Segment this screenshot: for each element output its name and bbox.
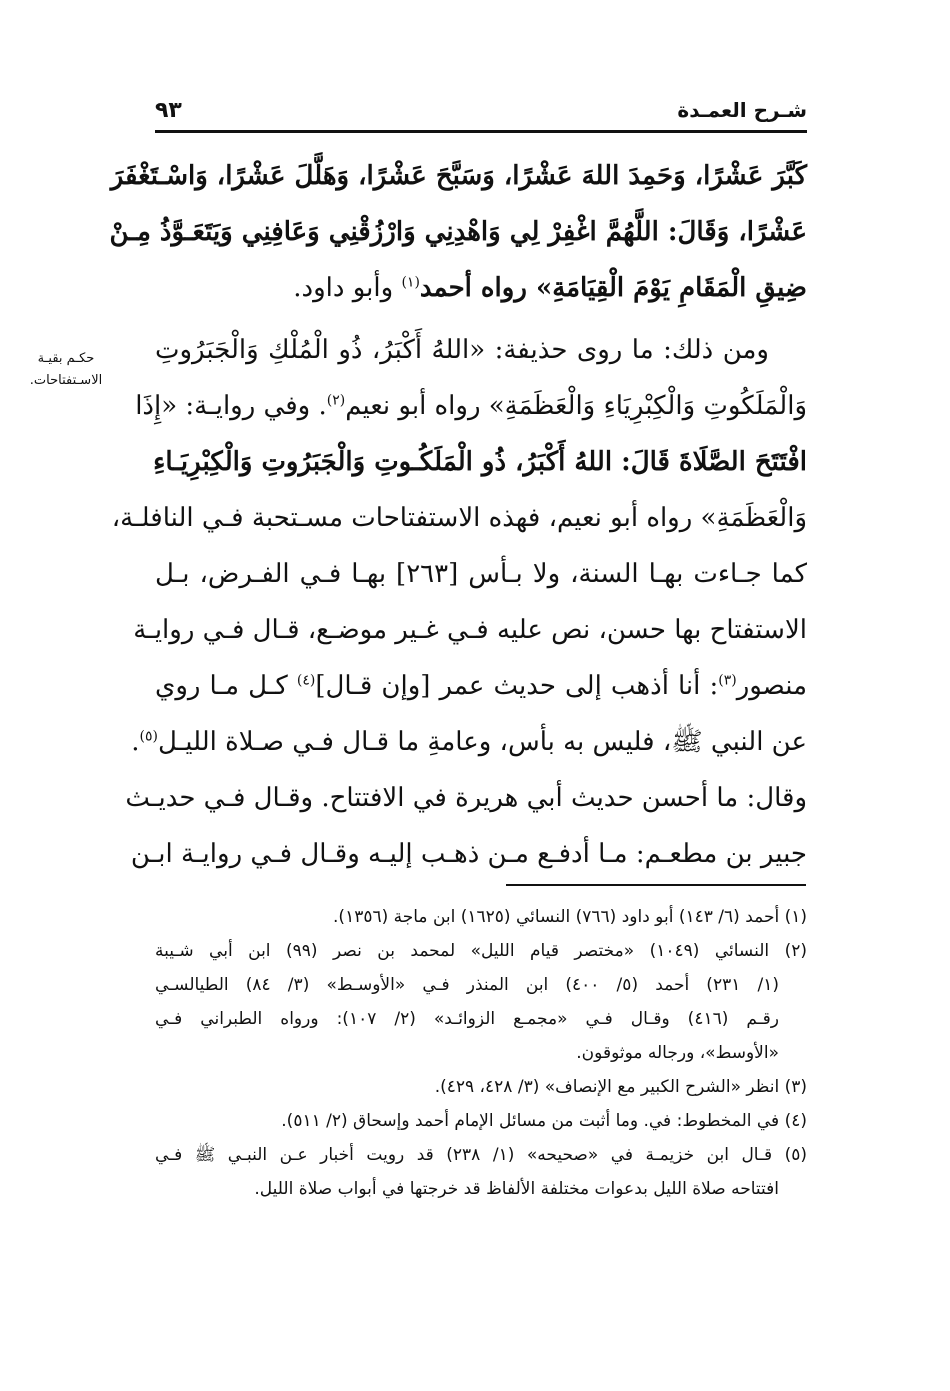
main-text [109, 148, 807, 882]
footnote-ref: (٣) [718, 672, 737, 689]
text-line: وقال: ما أحسن حديث أبي هريرة في الافتتاح. وقـال فـي حديـث [125, 783, 807, 813]
header-title: شـرح العمـدة [677, 98, 807, 122]
footnote-line: (٢) النسائي (١٠٤٩) «مختصر قيام الليل» لمحمد بن نصر (٩٩) ابن أبي شـيبة [155, 941, 807, 961]
text-line: عَشْرًا، وَقَالَ: اللَّهُمَّ اغْفِرْ لِي وَاهْدِنِي وَارْزُقْنِي وَعَافِنِي وَيَتَعَـوَّذُ مِـنْ [109, 217, 807, 247]
footnote-line: افتتاحه صلاة الليل بدعوات مختلفة الألفاظ قد خرجتها في أبواب صلاة الليل. [254, 1179, 779, 1199]
text-line: جبير بن مطعـم: مـا أدفـع مـن ذهـب إليـه وقـال فـي روايـة ابـن [130, 839, 807, 869]
page-number: ٩٣ [155, 98, 182, 123]
footnotes [155, 900, 807, 1206]
text-line: وَالْعَظَمَةِ» رواه أبو نعيم، فهذه الاستفتاحات مسـتحبة فـي النافلـة، [111, 503, 807, 533]
text-line: كَبَّرَ عَشْرًا، وَحَمِدَ اللهَ عَشْرًا، وَسَبَّحَ عَشْرًا، وَهَلَّلَ عَشْرًا، وَاسْـتَغْفَرَ [110, 161, 807, 191]
footnote-line: «الأوسط»، ورجاله موثوقون. [576, 1043, 779, 1063]
footnote-ref: (١) [401, 274, 420, 291]
text-line: ضِيقِ الْمَقَامِ يَوْمَ الْقِيَامَةِ» رواه أحمد$^{(١)}$ وأبو داود. [293, 273, 807, 303]
text-line: كما جـاءت بهـا السنة، ولا بـأس [٢٦٣] بهـا فـي الفـرض، بـل [155, 559, 807, 589]
footnote-ref: (٢) [326, 392, 346, 409]
footnote-line: (١/ ٢٣١) أحمد (٥/ ٤٠٠) ابن المنذر فـي «الأوسـط» (٣/ ٨٤) الطيالسـي [155, 975, 779, 995]
footnote-line: (١) أحمد (٦/ ١٤٣) أبو داود (٧٦٦) النسائي (١٦٢٥) ابن ماجة (١٣٥٦). [333, 907, 807, 927]
footnote-line: (٥) قـال ابن خزيمـة في «صحيحه» (١/ ٢٣٨) قد رويت أخبار عـن النبـي ﷺ فـي [155, 1145, 807, 1165]
text-line: وَالْمَلَكُوتِ وَالْكِبْرِيَاءِ وَالْعَظَمَةِ» رواه أبو نعيم$^{(٢)}$. وفي روايـة: «إِذَا [135, 391, 807, 421]
text-line: الاستفتاح بها حسن، نص عليه فـي غـير موضـع، قـال فـي روايـة [133, 615, 807, 645]
footnote-line: رقـم (٤١٦) وقـال فـي «مجمـع الزوائـد» (٢/ ١٠٧): ورواه الطبراني فـي [155, 1009, 779, 1029]
footnote-ref: (٥) [139, 728, 158, 745]
footnote-ref: (٤) [296, 672, 316, 689]
text-line: منصور$^{(٣)}$: أنا أذهب إلى حديث عمر [وإن قـال]$^{(٤)}$ كـل مـا روي [155, 671, 807, 701]
margin-note-line: الاسـتفتاحات. [29, 373, 103, 388]
running-header [155, 98, 807, 133]
margin-note [10, 348, 122, 392]
footnote-line: (٣) انظر «الشرح الكبير مع الإنصاف» (٣/ ٤٢٨، ٤٢٩). [434, 1077, 807, 1097]
text-line: ومن ذلك: ما روى حذيفة: «اللهُ أَكْبَرُ، ذُو الْمُلْكِ وَالْجَبَرُوتِ [155, 335, 769, 365]
footnote-line: (٤) في المخطوط: في. وما أثبت من مسائل الإمام أحمد وإسحاق (٢/ ٥١١). [281, 1111, 807, 1131]
margin-note-line: حكـم بقيـة [37, 351, 95, 366]
text-line: عن النبي ﷺ، فليس به بأس، وعامةِ ما قـال فـي صـلاة الليـل$^{(٥)}$. [131, 727, 807, 757]
text-line: افْتَتَحَ الصَّلَاةَ قَالَ: اللهُ أَكْبَرُ، ذُو الْمَلَكُـوتِ وَالْجَبَرُوتِ وَالْكِبْرِيَـاءِ [153, 447, 807, 477]
footnote-divider [506, 884, 806, 886]
